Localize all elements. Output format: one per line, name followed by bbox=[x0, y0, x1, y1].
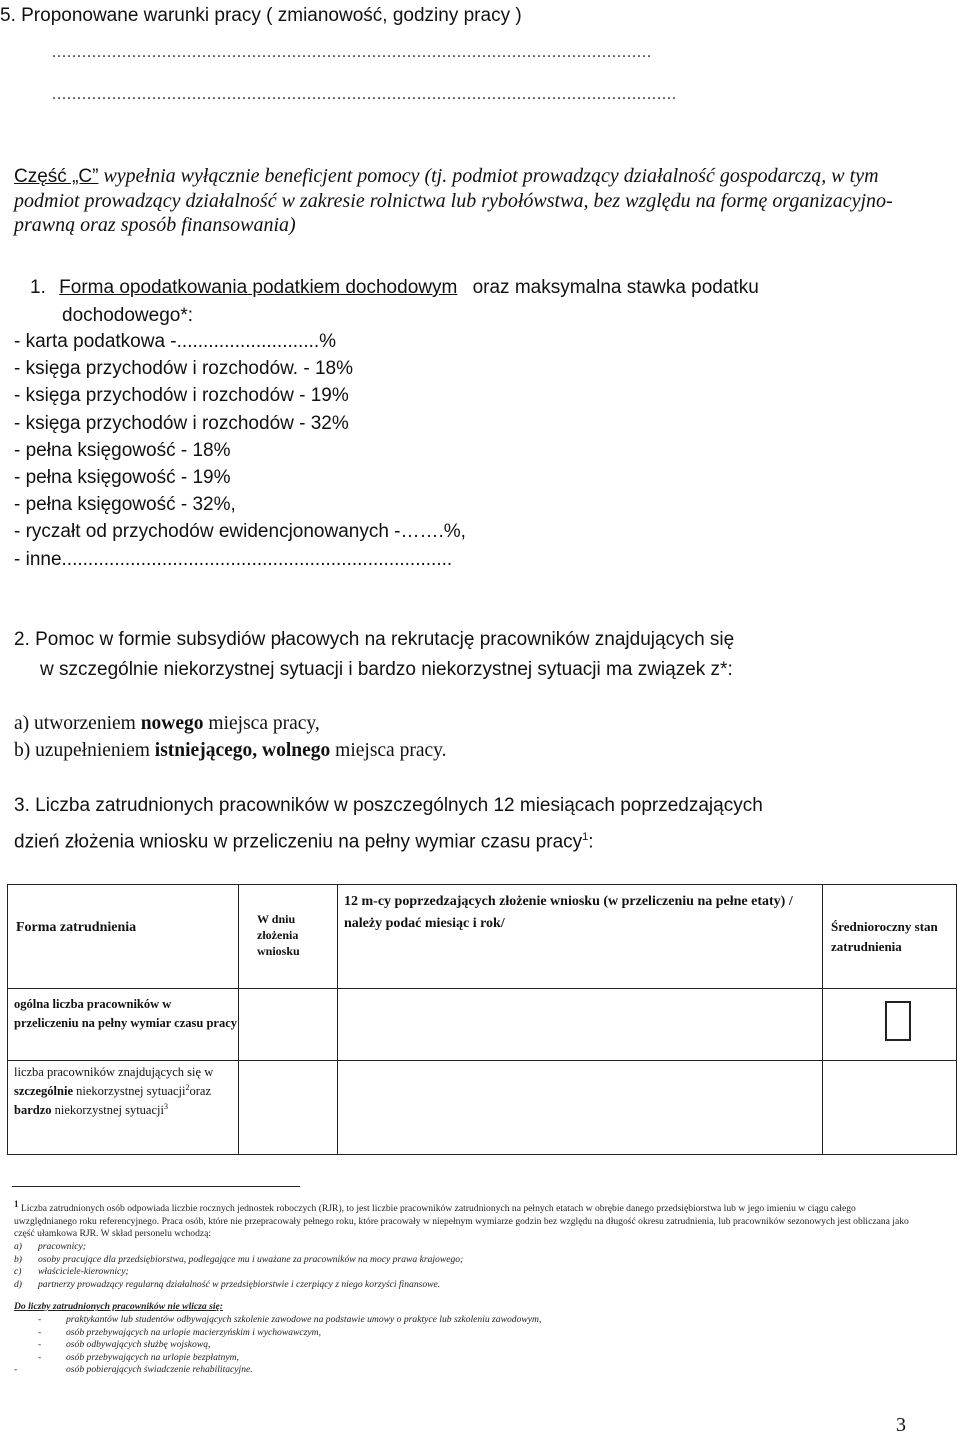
col-header-w-dniu: W dniu złożenia wniosku bbox=[239, 885, 338, 989]
exclusion-text: osób pobierających świadczenie rehabilitacyjne. bbox=[66, 1364, 253, 1376]
exclusion-item: - osób przebywających na urlopie macierzyńskim i wychowawczym, bbox=[38, 1326, 321, 1338]
row1-srednioroczny-cell[interactable] bbox=[823, 989, 957, 1061]
q1-options bbox=[14, 328, 466, 573]
q1-option[interactable]: - księga przychodów i rozchodów - 32% bbox=[14, 412, 349, 434]
footnote-item-text: partnerzy prowadzący regularną działalność w przedsiębiorstwie i czerpiący z niego korzyści finansowe. bbox=[38, 1278, 441, 1290]
q2-a-post: miejsca pracy, bbox=[203, 713, 320, 734]
exclusion-text: osób przebywających na urlopie macierzyńskim i wychowawczym, bbox=[66, 1326, 321, 1338]
footnote-item bbox=[14, 1254, 914, 1267]
footnote-item bbox=[14, 1266, 914, 1279]
exclusion-text: osób odbywających służbę wojskową, bbox=[66, 1339, 211, 1351]
q1-option[interactable]: - pełna księgowość - 18% bbox=[14, 439, 231, 461]
exclusion-item: - osób przebywających na urlopie bezpłatnym, bbox=[38, 1351, 239, 1363]
footnote-item-text: właściciele-kierownicy; bbox=[38, 1266, 129, 1278]
q1-heading bbox=[30, 274, 759, 301]
exclusion-item: - osób odbywających służbę wojskową, bbox=[38, 1339, 211, 1351]
q2-line1: 2. Pomoc w formie subsydiów płacowych na rekrutację pracowników znajdujących się bbox=[14, 629, 735, 650]
q1-option[interactable]: - księga przychodów i rozchodów. - 18% bbox=[14, 358, 353, 380]
col-header-srednioroczny: Średnioroczny stan zatrudnienia bbox=[823, 885, 957, 989]
col-header-forma: Forma zatrudnienia bbox=[8, 885, 239, 989]
row2-w-dniu-cell[interactable] bbox=[239, 1061, 338, 1155]
footnote-block bbox=[14, 1198, 914, 1377]
q1-underlined: Forma opodatkowania podatkiem dochodowym bbox=[59, 277, 458, 298]
employment-table bbox=[7, 884, 957, 1155]
row2-text-f: niekorzystnej sytuacji bbox=[51, 1103, 164, 1118]
row2-sup-2: 3 bbox=[163, 1102, 168, 1112]
table-row bbox=[8, 1061, 957, 1155]
row2-bold-b: szczególnie bbox=[14, 1084, 74, 1099]
row2-text-c: niekorzystnej sytuacji bbox=[73, 1084, 186, 1099]
row-label-disadvantaged bbox=[8, 1061, 239, 1155]
checkbox-icon[interactable] bbox=[885, 1001, 911, 1041]
footnote-item-marker: a) bbox=[14, 1240, 22, 1252]
q1-option[interactable]: - pełna księgowość - 19% bbox=[14, 467, 231, 489]
exclusion-text: osób przebywających na urlopie bezpłatnym, bbox=[66, 1351, 239, 1363]
row2-12-months-cell[interactable] bbox=[338, 1061, 823, 1155]
q2-option-a[interactable] bbox=[14, 710, 320, 737]
q2-a-bold: nowego bbox=[140, 713, 204, 734]
table-row bbox=[8, 989, 957, 1061]
exclusion-text: praktykantów lub studentów odbywających szkolenie zawodowe na podstawie umowy o praktyce lub szkoleniu zawodowym, bbox=[66, 1313, 542, 1325]
q1-rest: oraz maksymalna stawka podatku bbox=[472, 277, 759, 298]
table-header-row bbox=[8, 885, 957, 989]
section5-dotline-2[interactable]: ............................................................................................................................. bbox=[52, 86, 677, 103]
q2-a-text: a) utworzeniem bbox=[14, 713, 141, 734]
q3-line2-text: dzień złożenia wniosku w przeliczeniu na pełny wymiar czasu pracy bbox=[14, 831, 583, 853]
footnote-item-marker: d) bbox=[14, 1278, 22, 1290]
q1-number: 1. bbox=[30, 277, 46, 298]
row2-text-a: liczba pracowników znajdujących się w bbox=[14, 1065, 214, 1079]
row2-srednioroczny-cell[interactable] bbox=[823, 1061, 957, 1155]
q1-option[interactable]: - inne.......................................................................... bbox=[14, 548, 453, 570]
part-c-intro bbox=[14, 164, 914, 237]
exclusion-item: - praktykantów lub studentów odbywających szkolenie zawodowe na podstawie umowy o praktyce lub szkoleniu zawodowym, bbox=[38, 1313, 542, 1325]
footnote-item-text: pracownicy; bbox=[38, 1240, 86, 1252]
row2-text-d: oraz bbox=[189, 1084, 212, 1099]
q2-b-bold: istniejącego, wolnego bbox=[154, 740, 331, 761]
q3-line1: 3. Liczba zatrudnionych pracowników w poszczególnych 12 miesiącach poprzedzających bbox=[14, 795, 763, 816]
col-header-12-months: 12 m-cy poprzedzających złożenie wniosku (w przeliczeniu na pełne etaty) / należy podać miesiąc i rok/ bbox=[338, 885, 823, 989]
footnote-item-marker: c) bbox=[14, 1266, 22, 1278]
row-label-total: ogólna liczba pracowników w przeliczeniu na pełny wymiar czasu pracy bbox=[8, 989, 239, 1061]
q2-b-text: b) uzupełnieniem bbox=[14, 740, 155, 761]
footnote-item-text: osoby pracujące dla przedsiębiorstwa, podlegające mu i uważane za pracowników na mocy prawa krajowego; bbox=[38, 1253, 464, 1265]
footnote-text: Liczba zatrudnionych osób odpowiada liczbie rocznych jednostek roboczych (RJR), to jest liczbie pracowników zatrudnionych na pełnych etatach w obrębie danego przedsiębiorstwa lub w jego imieniu w ciągu całego uwzględnianego roku referencyjnego. Praca osób, które nie przepracowały pełnego roku, które pracowały w niepełnym wymiarze godzin bez względu na długość okresu zatrudnienia, lub pracowników sezonowych jest obliczana jako część ułamkowa RJR. W skład personelu wchodzą: bbox=[14, 1203, 909, 1240]
footnote-separator bbox=[12, 1186, 300, 1187]
footnote-mark: 1 bbox=[14, 1199, 19, 1209]
row1-12-months-cell[interactable] bbox=[338, 989, 823, 1061]
exclusions-heading: Do liczby zatrudnionych pracowników nie wlicza się: bbox=[14, 1301, 223, 1313]
q3-footnote-ref: 1 bbox=[582, 831, 589, 843]
q3-line2 bbox=[14, 824, 594, 855]
row2-sup-1: 2 bbox=[185, 1083, 190, 1092]
q2-b-post: miejsca pracy. bbox=[330, 740, 447, 761]
exclusion-item: - osób pobierających świadczenie rehabilitacyjne. bbox=[14, 1364, 253, 1376]
q1-option[interactable]: - ryczałt od przychodów ewidencjonowanych -…….%, bbox=[14, 521, 466, 543]
footnote-item bbox=[14, 1279, 914, 1292]
footnote-item-marker: b) bbox=[14, 1253, 22, 1265]
row1-w-dniu-cell[interactable] bbox=[239, 989, 338, 1061]
q1-line2: dochodowego*: bbox=[62, 305, 193, 326]
q1-option[interactable]: - karta podatkowa -...........................% bbox=[14, 331, 337, 352]
q2-line2: w szczególnie niekorzystnej sytuacji i bardzo niekorzystnej sytuacji ma związek z*: bbox=[40, 659, 733, 680]
q1-option[interactable]: - księga przychodów i rozchodów - 19% bbox=[14, 385, 349, 407]
section5-heading: 5. Proponowane warunki pracy ( zmianowość, godziny pracy ) bbox=[0, 5, 522, 26]
q1-option[interactable]: - pełna księgowość - 32%, bbox=[14, 494, 236, 516]
row2-bold-e: bardzo bbox=[14, 1103, 52, 1118]
page-number: 3 bbox=[896, 1414, 906, 1436]
section5-dotline-1[interactable]: ........................................................................................................................ bbox=[52, 44, 652, 61]
footnote-item bbox=[14, 1241, 914, 1254]
q3-colon: : bbox=[588, 831, 594, 853]
part-c-text: wypełnia wyłącznie beneficjent pomocy (tj. podmiot prowadzący działalność gospodarczą, w tym podmiot prowadzący działalność w zakresie rolnictwa lub rybołówstwa, bez względu na formę organizacyjno-prawną oraz sposób finansowania) bbox=[14, 165, 893, 236]
part-c-label: Część „C” bbox=[14, 166, 99, 187]
q2-option-b[interactable] bbox=[14, 737, 447, 764]
